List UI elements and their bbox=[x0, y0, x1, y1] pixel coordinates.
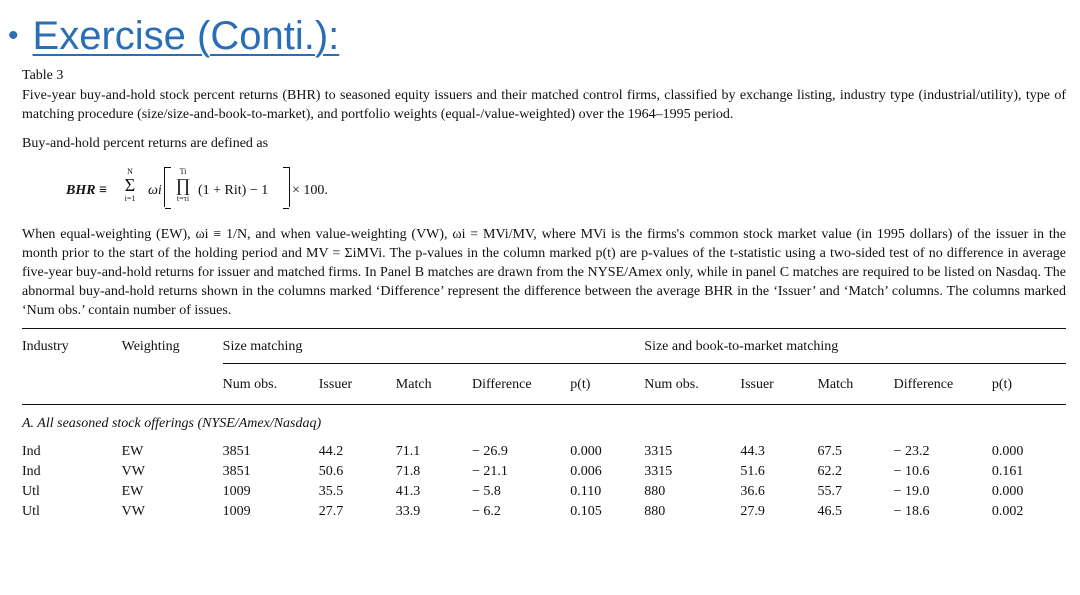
cell-match: 67.5 bbox=[817, 443, 842, 459]
cell-weighting: VW bbox=[121, 463, 145, 479]
cell-pt: 0.000 bbox=[991, 443, 1024, 459]
subheader-pt: p(t) bbox=[991, 376, 1013, 392]
cell-num-obs: 3315 bbox=[644, 443, 673, 459]
subheader-match: Match bbox=[395, 376, 432, 392]
panel-a-label: A. All seasoned stock offerings (NYSE/Amex/Nasdaq) bbox=[22, 415, 322, 431]
cell-weighting: VW bbox=[121, 503, 145, 519]
header-sbm-matching: Size and book-to-market matching bbox=[644, 329, 1066, 364]
formula-inner: (1 + Rit) − 1 bbox=[198, 183, 269, 198]
product-operator: Ti ∏ t=τi bbox=[175, 167, 191, 203]
cell-issuer: 27.7 bbox=[318, 503, 344, 519]
cell-difference: − 10.6 bbox=[893, 463, 930, 479]
formula-lhs: BHR ≡ bbox=[66, 183, 108, 198]
cell-pt: 0.110 bbox=[570, 483, 602, 499]
cell-issuer: 50.6 bbox=[318, 463, 344, 479]
cell-difference: − 18.6 bbox=[893, 503, 930, 519]
cell-match: 46.5 bbox=[817, 503, 842, 519]
cell-num-obs: 1009 bbox=[222, 483, 251, 499]
cell-match: 62.2 bbox=[817, 463, 842, 479]
notes-text: When equal-weighting (EW), ωi ≡ 1/N, and when value-weighting (VW), ωi = MVi/MV, where MVi is the firms's common stock market value (in 1995 dollars) of the issuer in the month prior to the start of the holding period and MV = ΣiMVi. The p-values in the column marked p(t) are p-values of the t-statistic using a two-sided test of no difference in average five-year buy-and-hold returns for issuer and matched firms. In Panel B matches are drawn from the NYSE/Amex only, while in panel C matches are required to be listed on Nasdaq. The abnormal buy-and-hold returns shown in the columns marked ‘Difference’ represent the difference between the average BHR in the ‘Issuer’ and ‘Match’ columns. The columns marked ‘Num obs.’ contain number of issues. bbox=[22, 227, 1066, 318]
cell-pt: 0.002 bbox=[991, 503, 1024, 519]
cell-industry: Ind bbox=[22, 463, 41, 479]
subheader-num-obs: Num obs. bbox=[222, 376, 278, 392]
slide-title-text: Exercise (Conti.): bbox=[32, 13, 340, 58]
cell-difference: − 19.0 bbox=[893, 483, 930, 499]
cell-issuer: 44.2 bbox=[318, 443, 344, 459]
cell-pt: 0.000 bbox=[991, 483, 1024, 499]
returns-table bbox=[22, 329, 1066, 521]
cell-num-obs: 880 bbox=[644, 503, 666, 519]
table-row bbox=[22, 501, 1066, 521]
cell-industry: Utl bbox=[22, 503, 40, 519]
table-subheader-row bbox=[22, 364, 1066, 405]
table-caption: Five-year buy-and-hold stock percent returns (BHR) to seasoned equity issuers and their matched control firms, classified by exchange listing, industry type (industrial/utility), type of matching procedure (size/size-and-book-to-market), and portfolio weights (equal-/value-weighted) over the 1964–1995 period. bbox=[22, 88, 1066, 122]
cell-difference: − 21.1 bbox=[471, 463, 508, 479]
cell-industry: Utl bbox=[22, 483, 40, 499]
subheader-num-obs: Num obs. bbox=[644, 376, 699, 392]
cell-issuer: 27.9 bbox=[740, 503, 765, 519]
formula-rhs: × 100. bbox=[292, 183, 328, 198]
cell-pt: 0.105 bbox=[570, 503, 602, 519]
table-number: Table 3 bbox=[22, 68, 64, 83]
cell-match: 71.1 bbox=[395, 443, 421, 459]
bullet-icon: • bbox=[8, 19, 19, 52]
table-row bbox=[22, 441, 1066, 461]
sum-operator: N Σ i=1 bbox=[124, 167, 136, 203]
cell-pt: 0.006 bbox=[570, 463, 602, 479]
table-header-row bbox=[22, 329, 1066, 364]
subheader-issuer: Issuer bbox=[740, 376, 774, 392]
cell-weighting: EW bbox=[121, 483, 144, 499]
panel-a-row bbox=[22, 405, 1066, 441]
cell-industry: Ind bbox=[22, 443, 41, 459]
table-row bbox=[22, 481, 1066, 501]
cell-weighting: EW bbox=[121, 443, 144, 459]
cell-pt: 0.000 bbox=[570, 443, 602, 459]
cell-num-obs: 3851 bbox=[222, 443, 251, 459]
formula-weight: ωi bbox=[148, 183, 162, 198]
cell-match: 71.8 bbox=[395, 463, 421, 479]
cell-issuer: 51.6 bbox=[740, 463, 765, 479]
cell-pt: 0.161 bbox=[991, 463, 1024, 479]
subheader-match: Match bbox=[817, 376, 854, 392]
header-industry: Industry bbox=[22, 338, 69, 354]
subheader-difference: Difference bbox=[471, 376, 532, 392]
subheader-difference: Difference bbox=[893, 376, 954, 392]
cell-difference: − 26.9 bbox=[471, 443, 508, 459]
cell-match: 41.3 bbox=[395, 483, 421, 499]
cell-difference: − 5.8 bbox=[471, 483, 501, 499]
cell-match: 33.9 bbox=[395, 503, 421, 519]
cell-num-obs: 880 bbox=[644, 483, 666, 499]
header-size-matching: Size matching bbox=[223, 329, 645, 364]
definition-text: Buy-and-hold percent returns are defined as bbox=[22, 136, 269, 151]
cell-difference: − 23.2 bbox=[893, 443, 930, 459]
cell-match: 55.7 bbox=[817, 483, 842, 499]
header-weighting: Weighting bbox=[121, 338, 180, 354]
subheader-issuer: Issuer bbox=[318, 376, 353, 392]
subheader-pt: p(t) bbox=[570, 376, 591, 392]
slide-title bbox=[8, 8, 339, 64]
table-row bbox=[22, 461, 1066, 481]
cell-num-obs: 3315 bbox=[644, 463, 673, 479]
bhr-formula bbox=[66, 165, 1066, 215]
cell-num-obs: 3851 bbox=[222, 463, 251, 479]
cell-issuer: 36.6 bbox=[740, 483, 765, 499]
cell-num-obs: 1009 bbox=[222, 503, 251, 519]
cell-difference: − 6.2 bbox=[471, 503, 501, 519]
document-excerpt bbox=[22, 66, 1066, 521]
cell-issuer: 35.5 bbox=[318, 483, 344, 499]
cell-issuer: 44.3 bbox=[740, 443, 765, 459]
